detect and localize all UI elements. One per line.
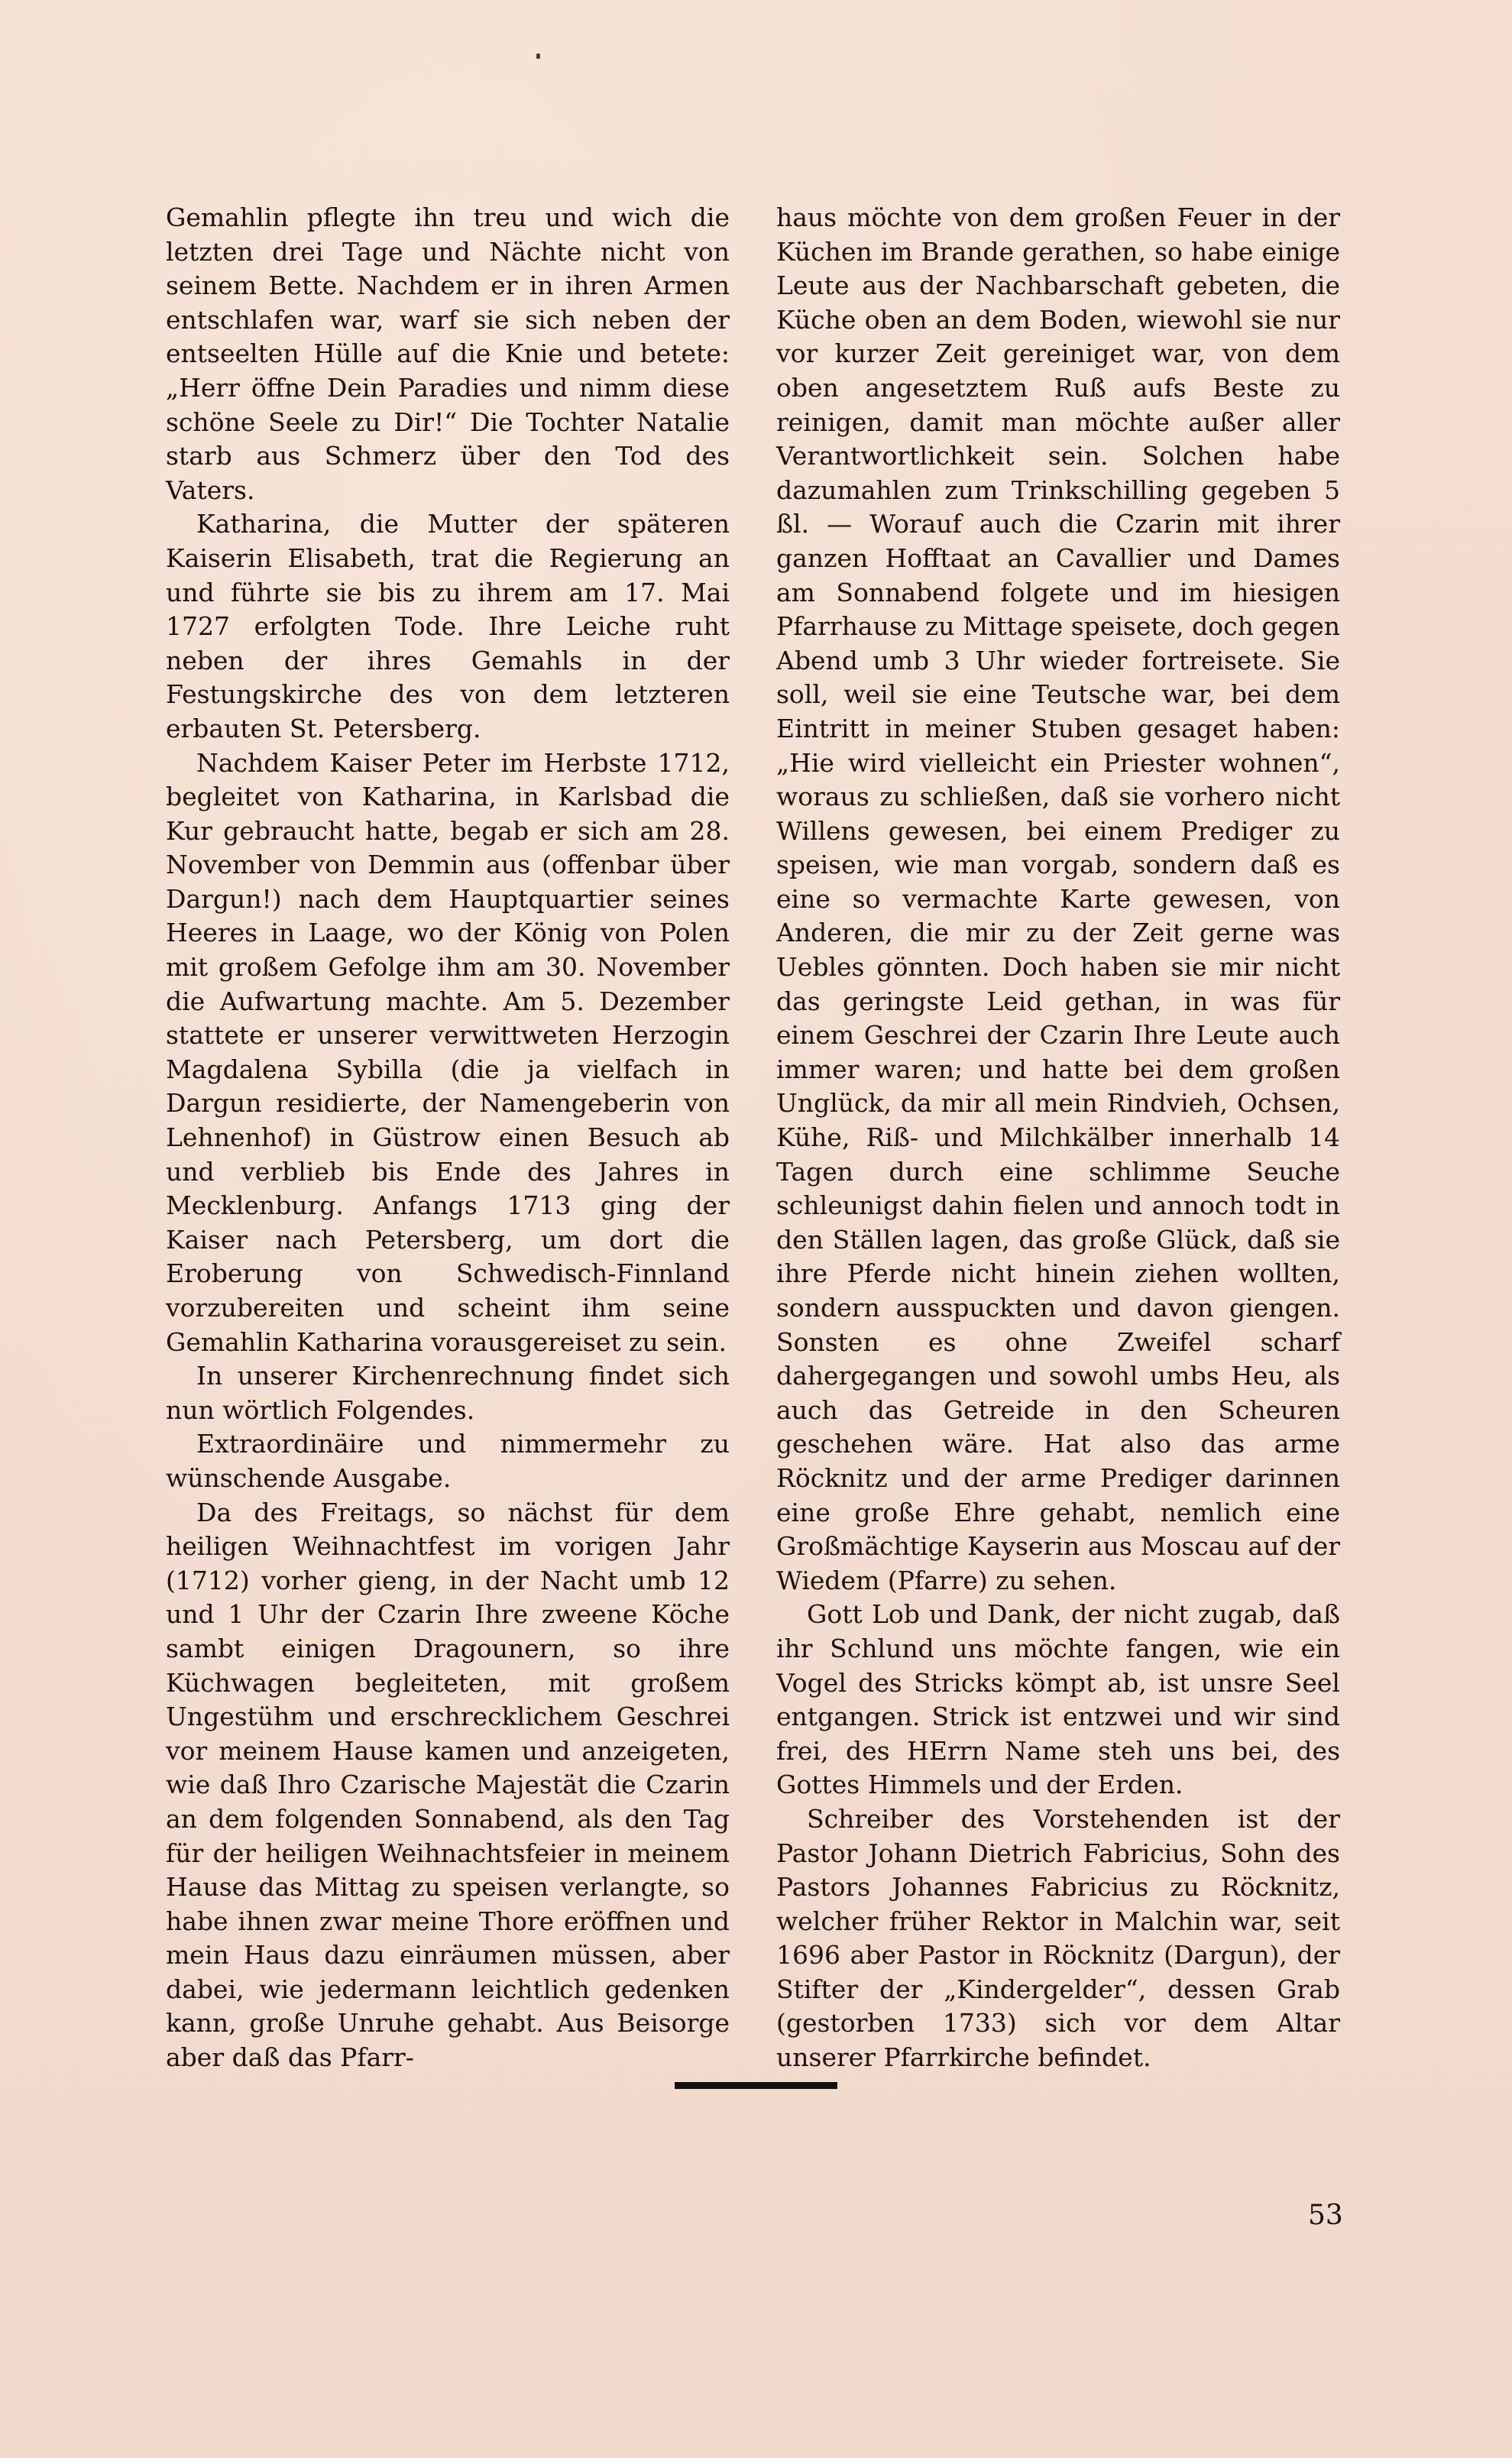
paragraph: Schreiber des Vorstehenden ist der Pastor Johann Dietrich Fabricius, Sohn des Pastors Johannes Fabricius zu Röcknitz, welcher früher Rektor in Malchin war, seit 1696 aber Pastor in Röcknitz (Dargun), der Stifter der „Kindergelder“, dessen Grab (gestorben 1733) sich vor dem Altar unserer Pfarrkirche befindet. [776, 1803, 1340, 2073]
paragraph: Da des Freitags, so nächst für dem heiligen Weihnachtfest im vorigen Jahr (1712) vorher gieng, in der Nacht umb 12 und 1 Uhr der Czarin Ihre zweene Köche sambt einigen Dragounern, so ihre Küchwagen begleiteten, mit großem Ungestühm und erschrecklichem Geschrei vor meinem Hause kamen und anzeigeten, wie daß Ihro Czarische Majestät die Czarin an dem folgenden Sonnabend, als den Tag für der heiligen Weihnachtsfeier in meinem Hause das Mittag zu speisen verlangte, so habe ihnen zwar meine Thore eröffnen und mein Haus dazu einräumen müssen, aber dabei, wie jedermann leichtlich gedenken kann, große Unruhe gehabt. Aus Beisorge aber daß das Pfarr- [166, 1497, 730, 2073]
paragraph: Gott Lob und Dank, der nicht zugab, daß ihr Schlund uns möchte fangen, wie ein Vogel des Stricks kömpt ab, ist unsre Seel entgangen. Strick ist entzwei und wir sind frei, des HErrn Name steh uns bei, des Gottes Himmels und der Erden. [776, 1599, 1340, 1800]
paragraph: Gemahlin pflegte ihn treu und wich die letzten drei Tage und Nächte nicht von seinem Bette. Nachdem er in ihren Armen entschlafen war, warf sie sich neben der entseelten Hülle auf die Knie und betete: „Herr öffne Dein Paradies und nimm diese schöne Seele zu Dir!“ Die Tochter Natalie starb aus Schmerz über den Tod des Vaters. [166, 202, 730, 505]
paragraph: haus möchte von dem großen Feuer in der Küchen im Brande gerathen, so habe einige Leute aus der Nachbarschaft gebeten, die Küche oben an dem Boden, wiewohl sie nur vor kurzer Zeit gereiniget war, von dem oben angesetztem Ruß aufs Beste zu reinigen, damit man möchte außer aller Verantwortlichkeit sein. Solchen habe dazumahlen zum Trinkschilling gegeben 5 ßl. — Worauf auch die Czarin mit ihrer ganzen Hofftaat an Cavallier und Dames am Sonnabend folgete und im hiesigen Pfarrhause zu Mittage speisete, doch gegen Abend umb 3 Uhr wieder fortreisete. Sie soll, weil sie eine Teutsche war, bei dem Eintritt in meiner Stuben gesaget haben: „Hie wird vielleicht ein Priester wohnen“, woraus zu schließen, daß sie vorhero nicht Willens gewesen, bei einem Prediger zu speisen, wie man vorgab, sondern daß es eine so vermachte Karte gewesen, von Anderen, die mir zu der Zeit gerne was Uebles gönnten. Doch haben sie mir nicht das geringste Leid gethan, in was für einem Geschrei der Czarin Ihre Leute auch immer waren; und hatte bei dem großen Unglück, da mir all mein Rindvieh, Ochsen, Kühe, Riß- und Milchkälber innerhalb 14 Tagen durch eine schlimme Seuche schleunigst dahin fielen und annoch todt in den Ställen lagen, das große Glück, daß sie ihre Pferde nicht hinein ziehen wollten, sondern ausspuckten und davon giengen. Sonsten es ohne Zweifel scharf dahergegangen und sowohl umbs Heu, als auch das Getreide in den Scheuren geschehen wäre. Hat also das arme Röcknitz und der arme Prediger darinnen eine große Ehre gehabt, nemlich eine Großmächtige Kayserin aus Moscau auf der Wiedem (Pfarre) zu sehen. [776, 202, 1340, 1595]
left-text-column [166, 201, 730, 2075]
paragraph: Extraordinäire und nimmermehr zu wünschende Ausgabe. [166, 1429, 730, 1493]
section-divider [675, 2082, 837, 2089]
ink-speck [536, 53, 540, 59]
paragraph: Nachdem Kaiser Peter im Herbste 1712, begleitet von Katharina, in Karlsbad die Kur gebraucht hatte, begab er sich am 28. November von Demmin aus (offenbar über Dargun!) nach dem Hauptquartier seines Heeres in Laage, wo der König von Polen mit großem Gefolge ihm am 30. November die Aufwartung machte. Am 5. Dezember stattete er unserer verwittweten Herzogin Magdalena Sybilla (die ja vielfach in Dargun residierte, der Namengeberin von Lehnenhof) in Güstrow einen Besuch ab und verblieb bis Ende des Jahres in Mecklenburg. Anfangs 1713 ging der Kaiser nach Petersberg, um dort die Eroberung von Schwedisch-Finnland vorzubereiten und scheint ihm seine Gemahlin Katharina vorausgereiset zu sein. [166, 747, 730, 1357]
paragraph: Katharina, die Mutter der späteren Kaiserin Elisabeth, trat die Regierung an und führte sie bis zu ihrem am 17. Mai 1727 erfolgten Tode. Ihre Leiche ruht neben der ihres Gemahls in der Festungskirche des von dem letzteren erbauten St. Petersberg. [166, 509, 730, 743]
page-number: 53 [1308, 2200, 1343, 2231]
paragraph: In unserer Kirchenrechnung findet sich nun wörtlich Folgendes. [166, 1361, 730, 1425]
right-text-column [776, 201, 1340, 2075]
